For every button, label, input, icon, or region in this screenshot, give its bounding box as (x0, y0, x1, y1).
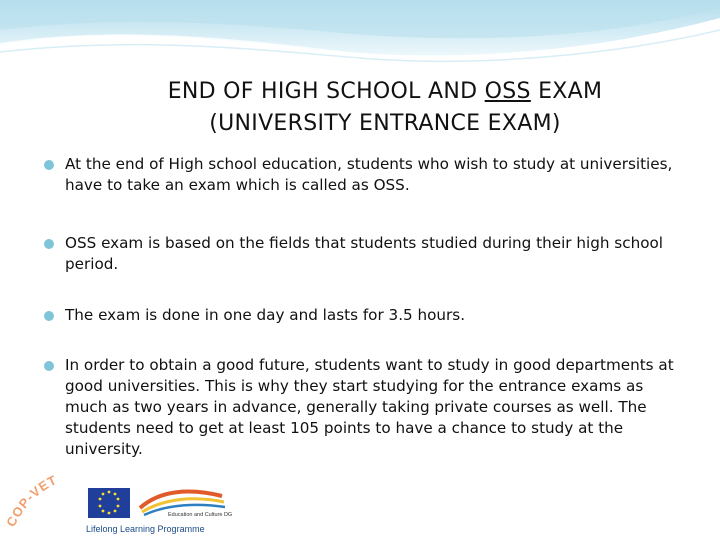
bullet-item (44, 305, 684, 326)
footer-logos (0, 470, 240, 540)
stamp-text: COP-VET (3, 472, 60, 530)
cop-vet-stamp-logo (3, 472, 66, 529)
bullet-text: The exam is done in one day and lasts for 3.5 hours. (65, 306, 466, 324)
bullet-dot-icon (44, 160, 54, 170)
bullet-dot-icon (44, 311, 54, 321)
education-culture-dg-logo (140, 492, 232, 518)
top-wave-decoration (0, 0, 720, 70)
title-oss-underlined: OSS (484, 79, 531, 104)
bullet-item (44, 233, 684, 275)
bullet-dot-icon (44, 361, 54, 371)
dg-label: Education and Culture DG (168, 512, 233, 518)
bullet-item (44, 154, 684, 196)
programme-label: Lifelong Learning Programme (86, 524, 205, 534)
bullet-item (44, 355, 684, 460)
bullet-text: OSS exam is based on the fields that students studied during their high school period. (65, 234, 664, 273)
title-line-1-start: END OF HIGH SCHOOL AND (167, 79, 485, 104)
bullet-text: In order to obtain a good future, students want to study in good departments at good universities. This is why they start studying for the entrance exams as much as two years in advance, generally taking private courses as well. The students need to get at least 105 points to have a chance to study at the university. (65, 356, 674, 458)
title-line-1 (60, 76, 710, 108)
slide-title (60, 76, 710, 140)
bullet-list (44, 154, 684, 460)
bullet-dot-icon (44, 239, 54, 249)
title-line-2: (UNIVERSITY ENTRANCE EXAM) (209, 111, 561, 136)
bullet-text: At the end of High school education, students who wish to study at universities, have to take an exam which is called as OSS. (65, 155, 673, 194)
title-line-1-end: EXAM (530, 79, 603, 104)
eu-flag-icon (88, 488, 130, 518)
svg-text:COP-VET (3, 472, 59, 529)
